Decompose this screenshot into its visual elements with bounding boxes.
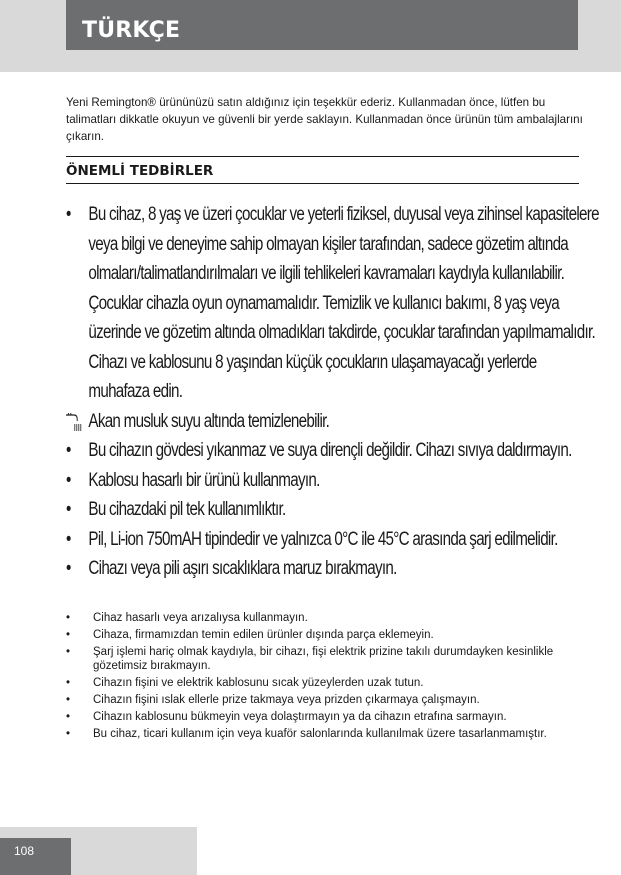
list-item-text: Cihaz hasarlı veya arızalıysa kullanmayın. [93, 612, 308, 624]
faucet-icon [64, 412, 83, 432]
section-rule-top [66, 156, 579, 157]
list-item-text: Cihazın fişini ve elektrik kablosunu sıcak yüzeylerden uzak tutun. [93, 677, 424, 689]
list-item-text: Kablosu hasarlı bir ürünü kullanmayın. [88, 469, 320, 491]
bullet: • [66, 646, 71, 658]
bullet: • [66, 204, 71, 225]
bullet: • [66, 440, 71, 461]
intro-paragraph: Yeni Remington® ürününüzü satın aldığınız için teşekkür ederiz. Kullanmadan önce, lütfen bu talimatları dikkatle okuyun ve güvenli bir yerde saklayın. Kullanmadan önce ürünün tüm ambalajlarını çıkarın. [66, 96, 583, 143]
precautions-list-small [66, 611, 581, 744]
bullet: • [66, 629, 71, 641]
list-item-text: Cihazı veya pili aşırı sıcaklıklara maruz bırakmayın. [88, 558, 397, 579]
language-title: TÜRKÇE [82, 18, 181, 43]
bullet: • [66, 612, 71, 624]
bullet: • [66, 728, 71, 740]
list-item [66, 628, 581, 642]
list-item [66, 611, 581, 625]
list-item [66, 436, 600, 466]
page-number: 108 [14, 844, 35, 858]
bullet: • [66, 499, 71, 520]
list-item-text: Cihaza, firmamızdan temin edilen ürünler dışında parça eklemeyin. [93, 629, 434, 641]
list-item [66, 495, 600, 525]
bullet: • [66, 469, 71, 491]
bullet: • [66, 677, 71, 689]
bullet: • [66, 528, 71, 550]
list-item [66, 466, 600, 496]
list-item-text: Cihazın fişini ıslak ellerle prize takmaya veya prizden çıkarmaya çalışmayın. [93, 694, 480, 706]
list-item-text: Bu cihaz, ticari kullanım için veya kuaför salonlarında kullanılmak üzere tasarlanmamıştır. [93, 728, 547, 740]
list-item [66, 710, 581, 724]
list-item [66, 554, 600, 584]
bullet: • [66, 694, 71, 706]
list-item-text: Şarj işlemi hariç olmak kaydıyla, bir cihazı, fişi elektrik prizine takılı durumdayken kesinlikle gözetimsiz bırakmayın. [93, 646, 554, 672]
section-heading: ÖNEMLİ TEDBİRLER [66, 163, 214, 179]
list-item-text: Bu cihaz, 8 yaş ve üzeri çocuklar ve yeterli fiziksel, duyusal veya zihinsel kapasitelere veya bilgi ve deneyime sahip olmayan kişiler tarafından, sadece gözetim altında olmaları/talimatlandırılmaları ve ilgili tehlikeleri kavramaları kaydıyla kullanılabilir. Çocuklar cihazla oyun oynamamalıdır. Temizlik ve kullanıcı bakımı, 8 yaş veya üzerinde ve gözetim altında olmadıkları takdirde, çocuklar tarafından yapılmamalıdır. Cihazı ve kablosunu 8 yaşından küçük çocukların ulaşamayacağı yerlerde muhafaza edin. [88, 204, 599, 402]
list-item [66, 645, 581, 673]
list-item-text: Pil, Li-ion 750mAH tipindedir ve yalnızca 0°C ile 45°C arasında şarj edilmelidir. [88, 528, 558, 550]
list-item-text: Cihazın kablosunu bükmeyin veya dolaştırmayın ya da cihazın etrafına sarmayın. [93, 711, 507, 723]
precautions-list-large [66, 200, 599, 584]
language-bar [66, 0, 578, 50]
section-rule-bottom [66, 183, 579, 184]
bullet: • [66, 711, 71, 723]
list-item [66, 727, 581, 741]
list-item [66, 407, 600, 437]
list-item [66, 693, 581, 707]
list-item [66, 525, 600, 555]
page-number-box [0, 838, 71, 875]
list-item [66, 676, 581, 690]
list-item [66, 200, 600, 407]
list-item-text: Bu cihazdaki pil tek kullanımlıktır. [88, 499, 286, 520]
bullet: • [66, 558, 71, 579]
list-item-text: Akan musluk suyu altında temizlenebilir. [88, 410, 330, 432]
list-item-text: Bu cihazın gövdesi yıkanmaz ve suya dirençli değildir. Cihazı sıvıya daldırmayın. [88, 440, 572, 461]
